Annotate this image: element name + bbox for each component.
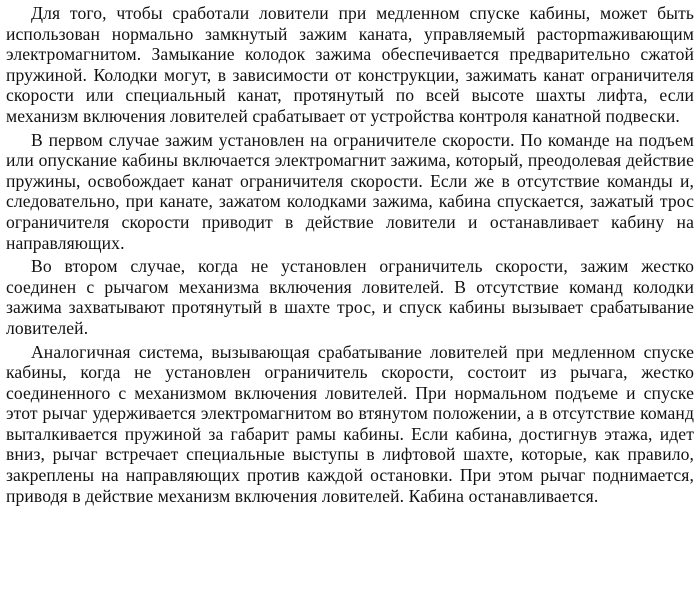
paragraph-4: Аналогичная система, вызывающая срабатывание ловителей при медленном спуске кабины, когда не установлен ограничитель скорости, состоит из рычага, жестко соединенного с механизмом включения ловителей. При нормальном подъеме и спуске этот рычаг удерживается электромагнитом во втянутом положении, а в отсутствие команд выталкивается пружиной за габарит рамы кабины. Если кабина, достигнув этажа, идет вниз, рычаг встречает специальные выступы в лифтовой шахте, которые, как правило, закреплены на направляющих против каждой остановки. При этом рычаг поднимается, приводя в действие механизм включения ловителей. Кабина останавливается. bbox=[6, 341, 694, 506]
paragraph-1: Для того, чтобы сработали ловители при медленном спуске кабины, может быть использован нормально замкнутый зажим каната, управляемый расторmаживающим электромагнитом. Замыкание колодок зажима обеспечивается предварительно сжатой пружиной. Колодки могут, в зависимости от конструкции, зажимать канат ограничителя скорости или специальный канат, протянутый по всей высоте шахты лифта, если механизм включения ловителей срабатывает от устройства контроля канатной подвески. bbox=[6, 3, 694, 126]
paragraph-2: В первом случае зажим установлен на ограничителе скорости. По команде на подъем или опускание кабины включается электромагнит зажима, который, преодолевая действие пружины, освобождает канат ограничителя скорости. Если же в отсутствие команды и, следовательно, при канате, зажатом колодками зажима, кабина спускается, зажатый трос ограничителя скорости приводит в действие ловители и останавливает кабину на направляющих. bbox=[6, 129, 694, 253]
paragraph-3: Во втором случае, когда не установлен ограничитель скорости, зажим жестко соединен с рычагом механизма включения ловителей. В отсутствие команд колодки зажима захватывают протянутый в шахте трос, и спуск кабины вызывает срабатывание ловителей. bbox=[6, 256, 694, 338]
